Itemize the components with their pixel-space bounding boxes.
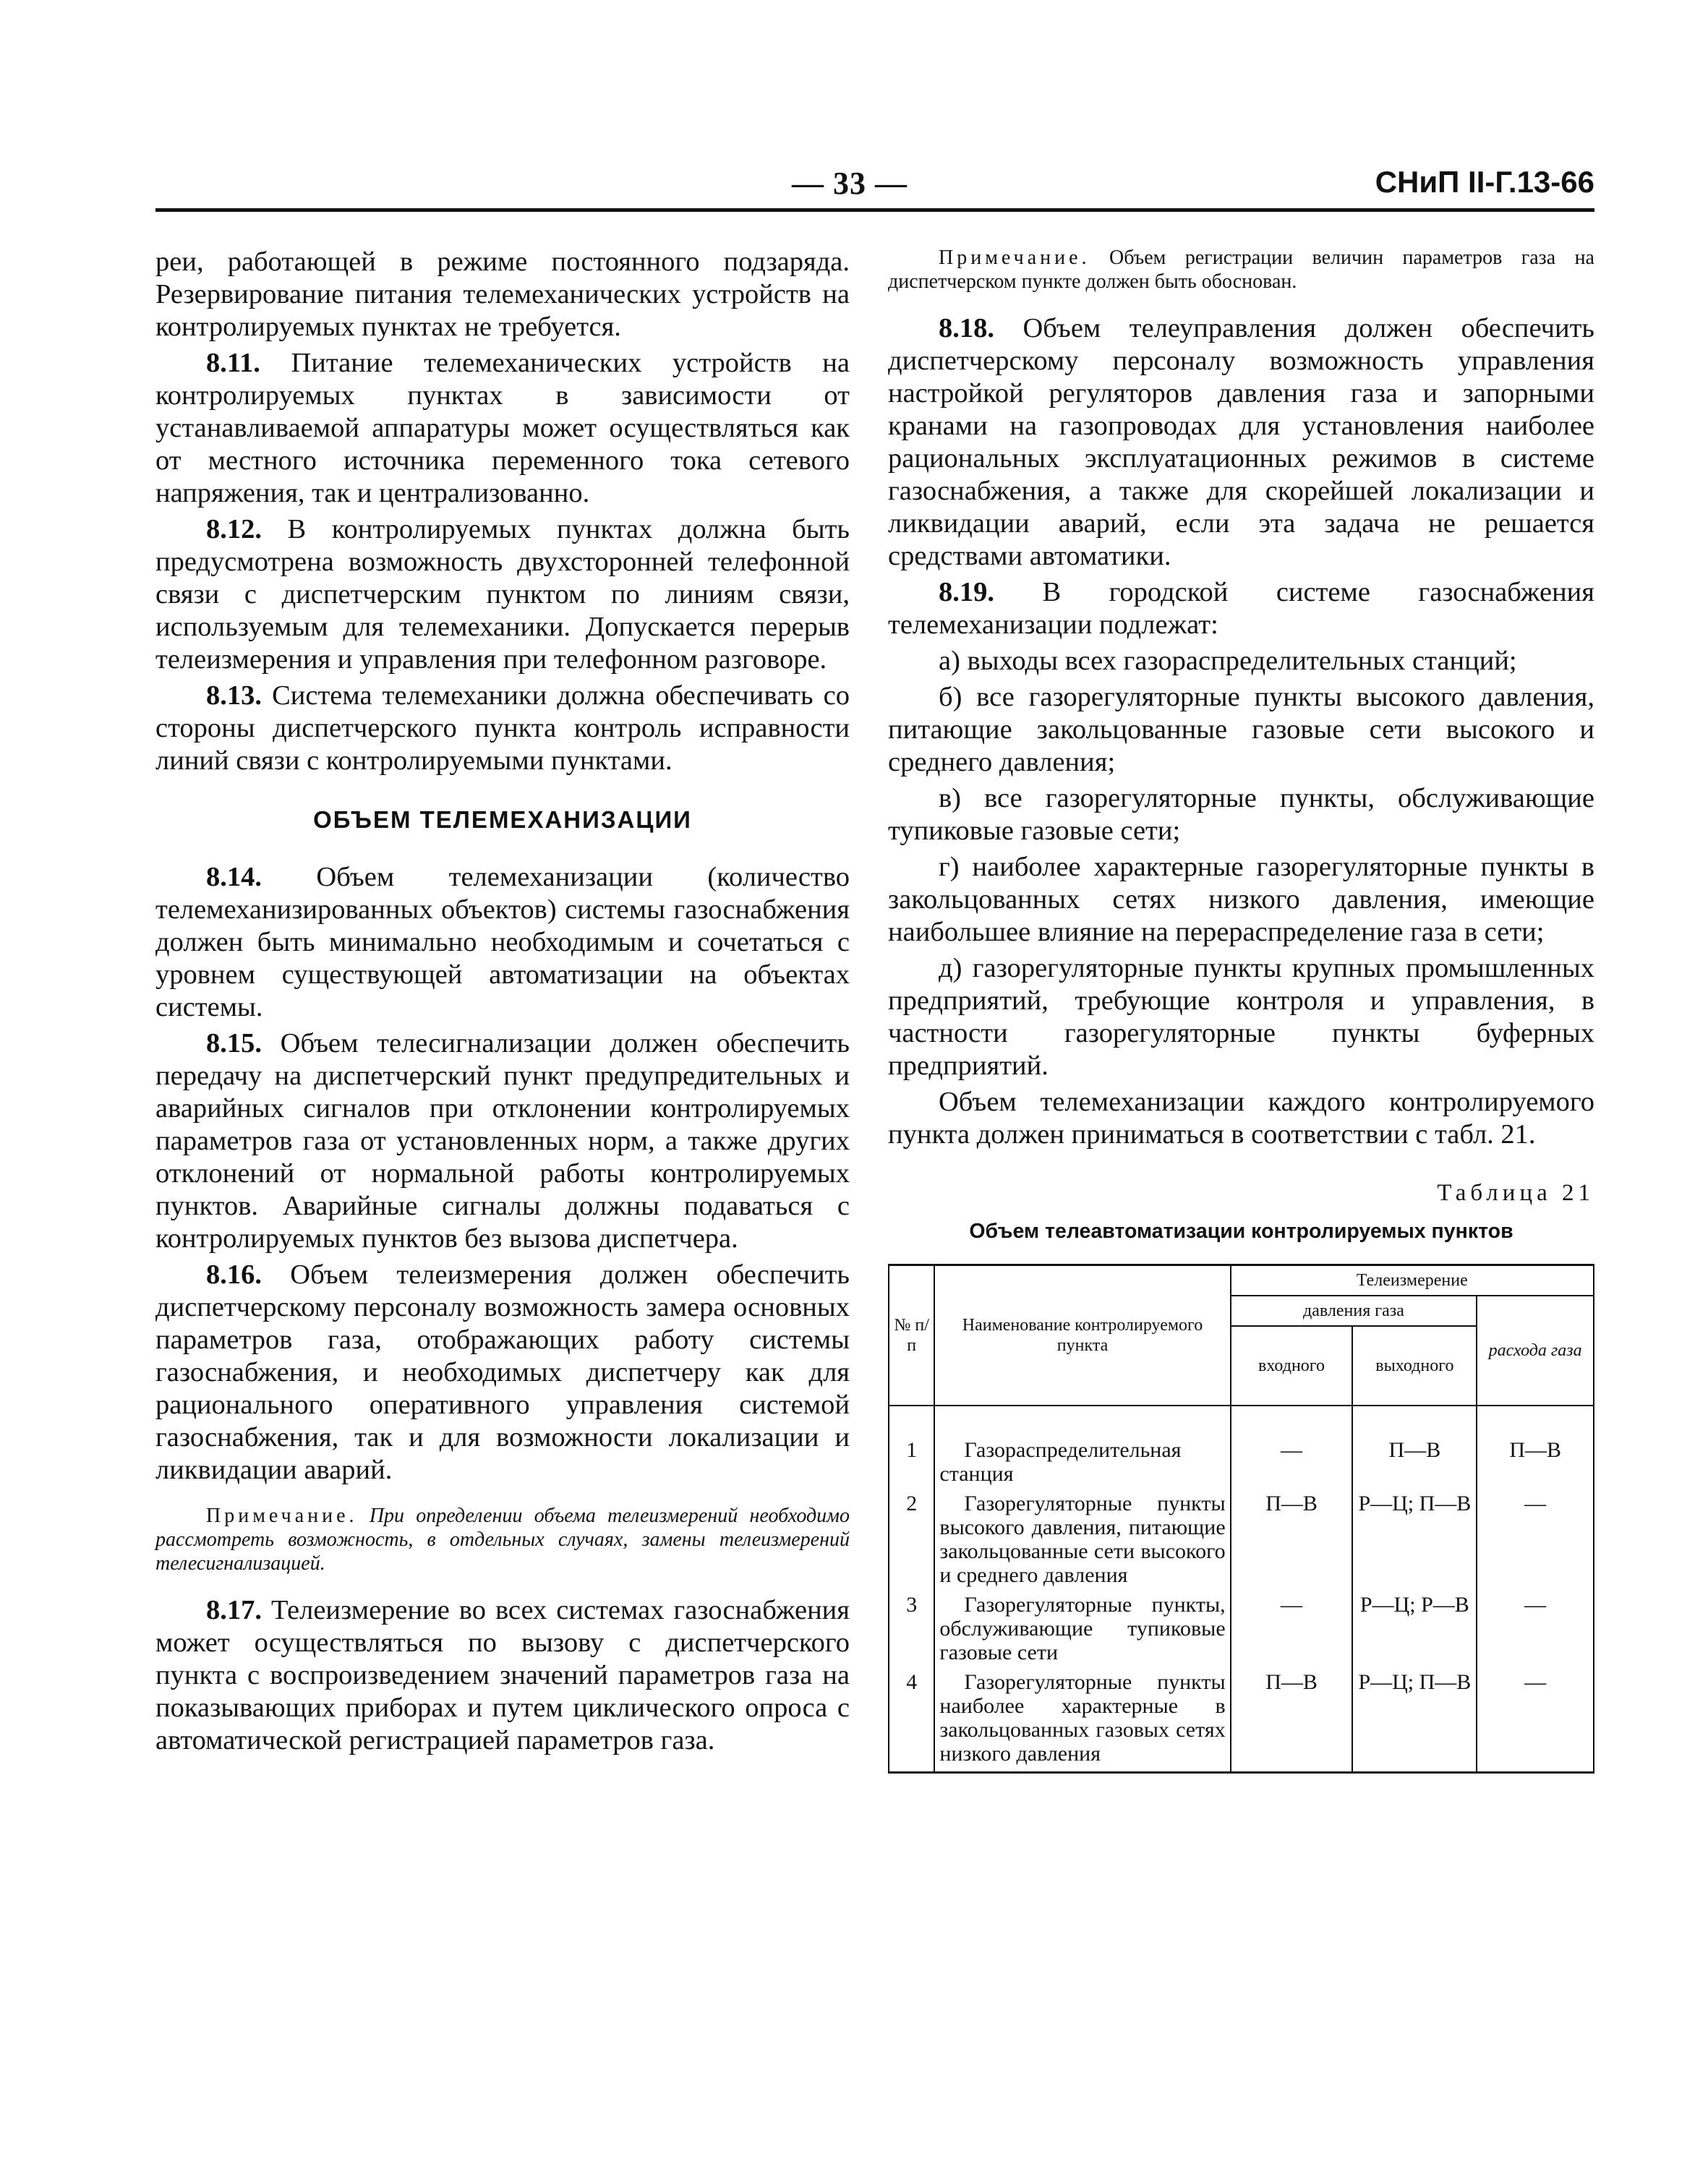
document-code: СНиП II-Г.13-66 bbox=[1375, 165, 1594, 199]
row-inlet: — bbox=[1231, 1406, 1353, 1489]
row-name bbox=[934, 1667, 1230, 1773]
row-outlet: Р—Ц; П—В bbox=[1352, 1667, 1477, 1773]
table-row bbox=[889, 1590, 1594, 1667]
list-item-v: в) все газорегуляторные пункты, обслуживающие тупиковые газовые сети; bbox=[888, 783, 1594, 846]
paragraph-text: Объем телесигнализации должен обеспечить передачу на диспетчерский пункт предупредительных и аварийных сигналов при отклонении контролируемых параметров газа от установленных норм, а также других отклонений от нормальной работы контролируемых пунктов. Аварийные сигналы должны подаваться с контролируемых пунктов без вызова диспетчера. bbox=[155, 1028, 850, 1254]
note-text: Объем регистрации величин параметров газа на диспетчерском пункте должен быть обоснован. bbox=[888, 247, 1594, 293]
row-name-text: Газораспределительная станция bbox=[939, 1438, 1182, 1486]
row-outlet: Р—Ц; Р—В bbox=[1352, 1590, 1477, 1667]
paragraph-8-13 bbox=[155, 680, 850, 777]
page-header bbox=[155, 165, 1594, 208]
row-inlet: П—В bbox=[1231, 1489, 1353, 1590]
list-item-d: д) газорегуляторные пункты крупных промышленных предприятий, требующие контроля и управления, в частности газорегуляторные пункты буферных предприятий. bbox=[888, 953, 1594, 1081]
paragraph-text: В городской системе газоснабжения телемеханизации подлежат: bbox=[888, 577, 1594, 640]
paragraph-number: 8.19. bbox=[939, 577, 994, 607]
header-number: № п/п bbox=[889, 1265, 934, 1406]
page-number: — 33 — bbox=[792, 166, 908, 201]
paragraph-8-19 bbox=[888, 576, 1594, 641]
paragraph-number: 8.18. bbox=[939, 313, 994, 343]
table-row bbox=[889, 1667, 1594, 1773]
list-item-b: б) все газорегуляторные пункты высокого давления, питающие закольцованные газовые сети высокого и среднего давления; bbox=[888, 682, 1594, 777]
row-flow: — bbox=[1477, 1489, 1594, 1590]
paragraph-continuation: реи, работающей в режиме постоянного подзаряда. Резервирование питания телемеханических устройств на контролируемых пунктах не требуется. bbox=[155, 247, 850, 342]
row-inlet: П—В bbox=[1231, 1667, 1353, 1773]
row-outlet: П—В bbox=[1352, 1406, 1477, 1489]
row-number: 1 bbox=[889, 1406, 934, 1489]
paragraph-text: Питание телемеханических устройств на контролируемых пунктах в зависимости от устанавливаемой аппаратуры может осуществляться как от местного источника переменного тока сетевого напряжения, так и централизованно. bbox=[155, 348, 850, 508]
right-column bbox=[888, 246, 1594, 1774]
paragraph-8-18 bbox=[888, 312, 1594, 573]
row-flow: — bbox=[1477, 1590, 1594, 1667]
row-flow: — bbox=[1477, 1667, 1594, 1773]
header-rule bbox=[155, 208, 1594, 212]
paragraph-text: Объем телеуправления должен обеспечить диспетчерскому персоналу возможность управления настройкой регуляторов давления газа и запорными кранами на газопроводах для установления наиболее рациональных эксплуатационных режимов в системе газоснабжения, а также для скорейшей локализации и ликвидации аварий, если эта задача не решается средствами автоматики. bbox=[888, 313, 1594, 571]
paragraph-8-16 bbox=[155, 1259, 850, 1487]
list-item-g: г) наиболее характерные газорегуляторные пункты в закольцованных сетях низкого давления, имеющие наибольшее влияние на перераспределение газа в сети; bbox=[888, 852, 1594, 947]
note-label: Примечание. bbox=[939, 247, 1090, 269]
note-8-17 bbox=[888, 246, 1594, 294]
header-inlet: входного bbox=[1231, 1326, 1353, 1406]
paragraph-number: 8.12. bbox=[206, 514, 262, 544]
paragraph-text: Телеизмерение во всех системах газоснабжения может осуществляться по вызову с диспетчерского пункта с воспроизведением значений параметров газа на показывающих приборах и путем циклического опроса с автоматической регистрацией параметров газа. bbox=[155, 1595, 850, 1755]
row-name-text: Газорегуляторные пункты, обслуживающие тупиковые газовые сети bbox=[939, 1593, 1226, 1664]
paragraph-number: 8.14. bbox=[206, 862, 262, 892]
paragraph-table-reference: Объем телемеханизации каждого контролируемого пункта должен приниматься в соответствии с табл. 21. bbox=[888, 1087, 1594, 1150]
row-name-text: Газорегуляторные пункты наиболее характерные в закольцованных газовых сетях низкого давления bbox=[939, 1670, 1226, 1766]
table-21 bbox=[888, 1264, 1594, 1774]
paragraph-number: 8.11. bbox=[206, 348, 260, 378]
row-name bbox=[934, 1590, 1230, 1667]
paragraph-8-12 bbox=[155, 513, 850, 676]
list-item-a: а) выходы всех газораспределительных станций; bbox=[939, 646, 1517, 676]
row-number: 3 bbox=[889, 1590, 934, 1667]
row-inlet: — bbox=[1231, 1590, 1353, 1667]
row-outlet: Р—Ц; П—В bbox=[1352, 1489, 1477, 1590]
paragraph-text: Объем телеизмерения должен обеспечить диспетчерскому персоналу возможность замера основных параметров газа, отображающих работу системы газоснабжения, и необходимых диспетчеру как для рационального оперативного управления системой газоснабжения, так и для возможности локализации и ликвидации аварий. bbox=[155, 1259, 850, 1485]
paragraph-number: 8.13. bbox=[206, 680, 262, 711]
header-name: Наименование контролируемого пункта bbox=[934, 1265, 1230, 1406]
paragraph-number: 8.16. bbox=[206, 1259, 262, 1290]
paragraph-text: Система телемеханики должна обеспечивать со стороны диспетчерского пункта контроль исправности линий связи с контролируемыми пунктами. bbox=[155, 680, 850, 776]
paragraph-number: 8.15. bbox=[206, 1028, 262, 1058]
row-name bbox=[934, 1406, 1230, 1489]
paragraph-number: 8.17. bbox=[206, 1595, 262, 1625]
header-telemeasure: Телеизмерение bbox=[1231, 1265, 1594, 1296]
header-pressure: давления газа bbox=[1231, 1296, 1477, 1326]
paragraph-text: В контролируемых пунктах должна быть предусмотрена возможность двухсторонней телефонной связи с диспетчерским пунктом по линиям связи, используемым для телемеханики. Допускается перерыв телеизмерения и управления при телефонном разговоре. bbox=[155, 514, 850, 675]
paragraph-8-15 bbox=[155, 1027, 850, 1255]
table-label: Таблица 21 bbox=[1437, 1180, 1594, 1206]
left-column bbox=[155, 246, 850, 1761]
row-flow: П—В bbox=[1477, 1406, 1594, 1489]
paragraph-text: Объем телемеханизации (количество телемеханизированных объектов) системы газоснабжения должен быть минимально необходимым и сочетаться с уровнем существующей автоматизации на объектах системы. bbox=[155, 862, 850, 1022]
table-row bbox=[889, 1406, 1594, 1489]
header-outlet: выходного bbox=[1352, 1326, 1477, 1406]
header-flow: расхода газа bbox=[1477, 1296, 1594, 1406]
table-row bbox=[889, 1489, 1594, 1590]
paragraph-8-17 bbox=[155, 1594, 850, 1757]
note-text: При определении объема телеизмерений необходимо рассмотреть возможность, в отдельных случаях, замены телеизмерений телесигнализацией. bbox=[155, 1505, 850, 1575]
row-number: 4 bbox=[889, 1667, 934, 1773]
table-title: Объем телеавтоматизации контролируемых пунктов bbox=[969, 1220, 1513, 1243]
note-8-16 bbox=[155, 1504, 850, 1575]
row-name-text: Газорегуляторные пункты высокого давления, питающие закольцованные сети высокого и среднего давления bbox=[939, 1492, 1226, 1587]
row-number: 2 bbox=[889, 1489, 934, 1590]
paragraph-8-11 bbox=[155, 347, 850, 510]
note-label: Примечание. bbox=[206, 1505, 358, 1527]
row-name bbox=[934, 1489, 1230, 1590]
section-heading: ОБЪЕМ ТЕЛЕМЕХАНИЗАЦИИ bbox=[313, 806, 692, 833]
paragraph-8-14 bbox=[155, 861, 850, 1024]
